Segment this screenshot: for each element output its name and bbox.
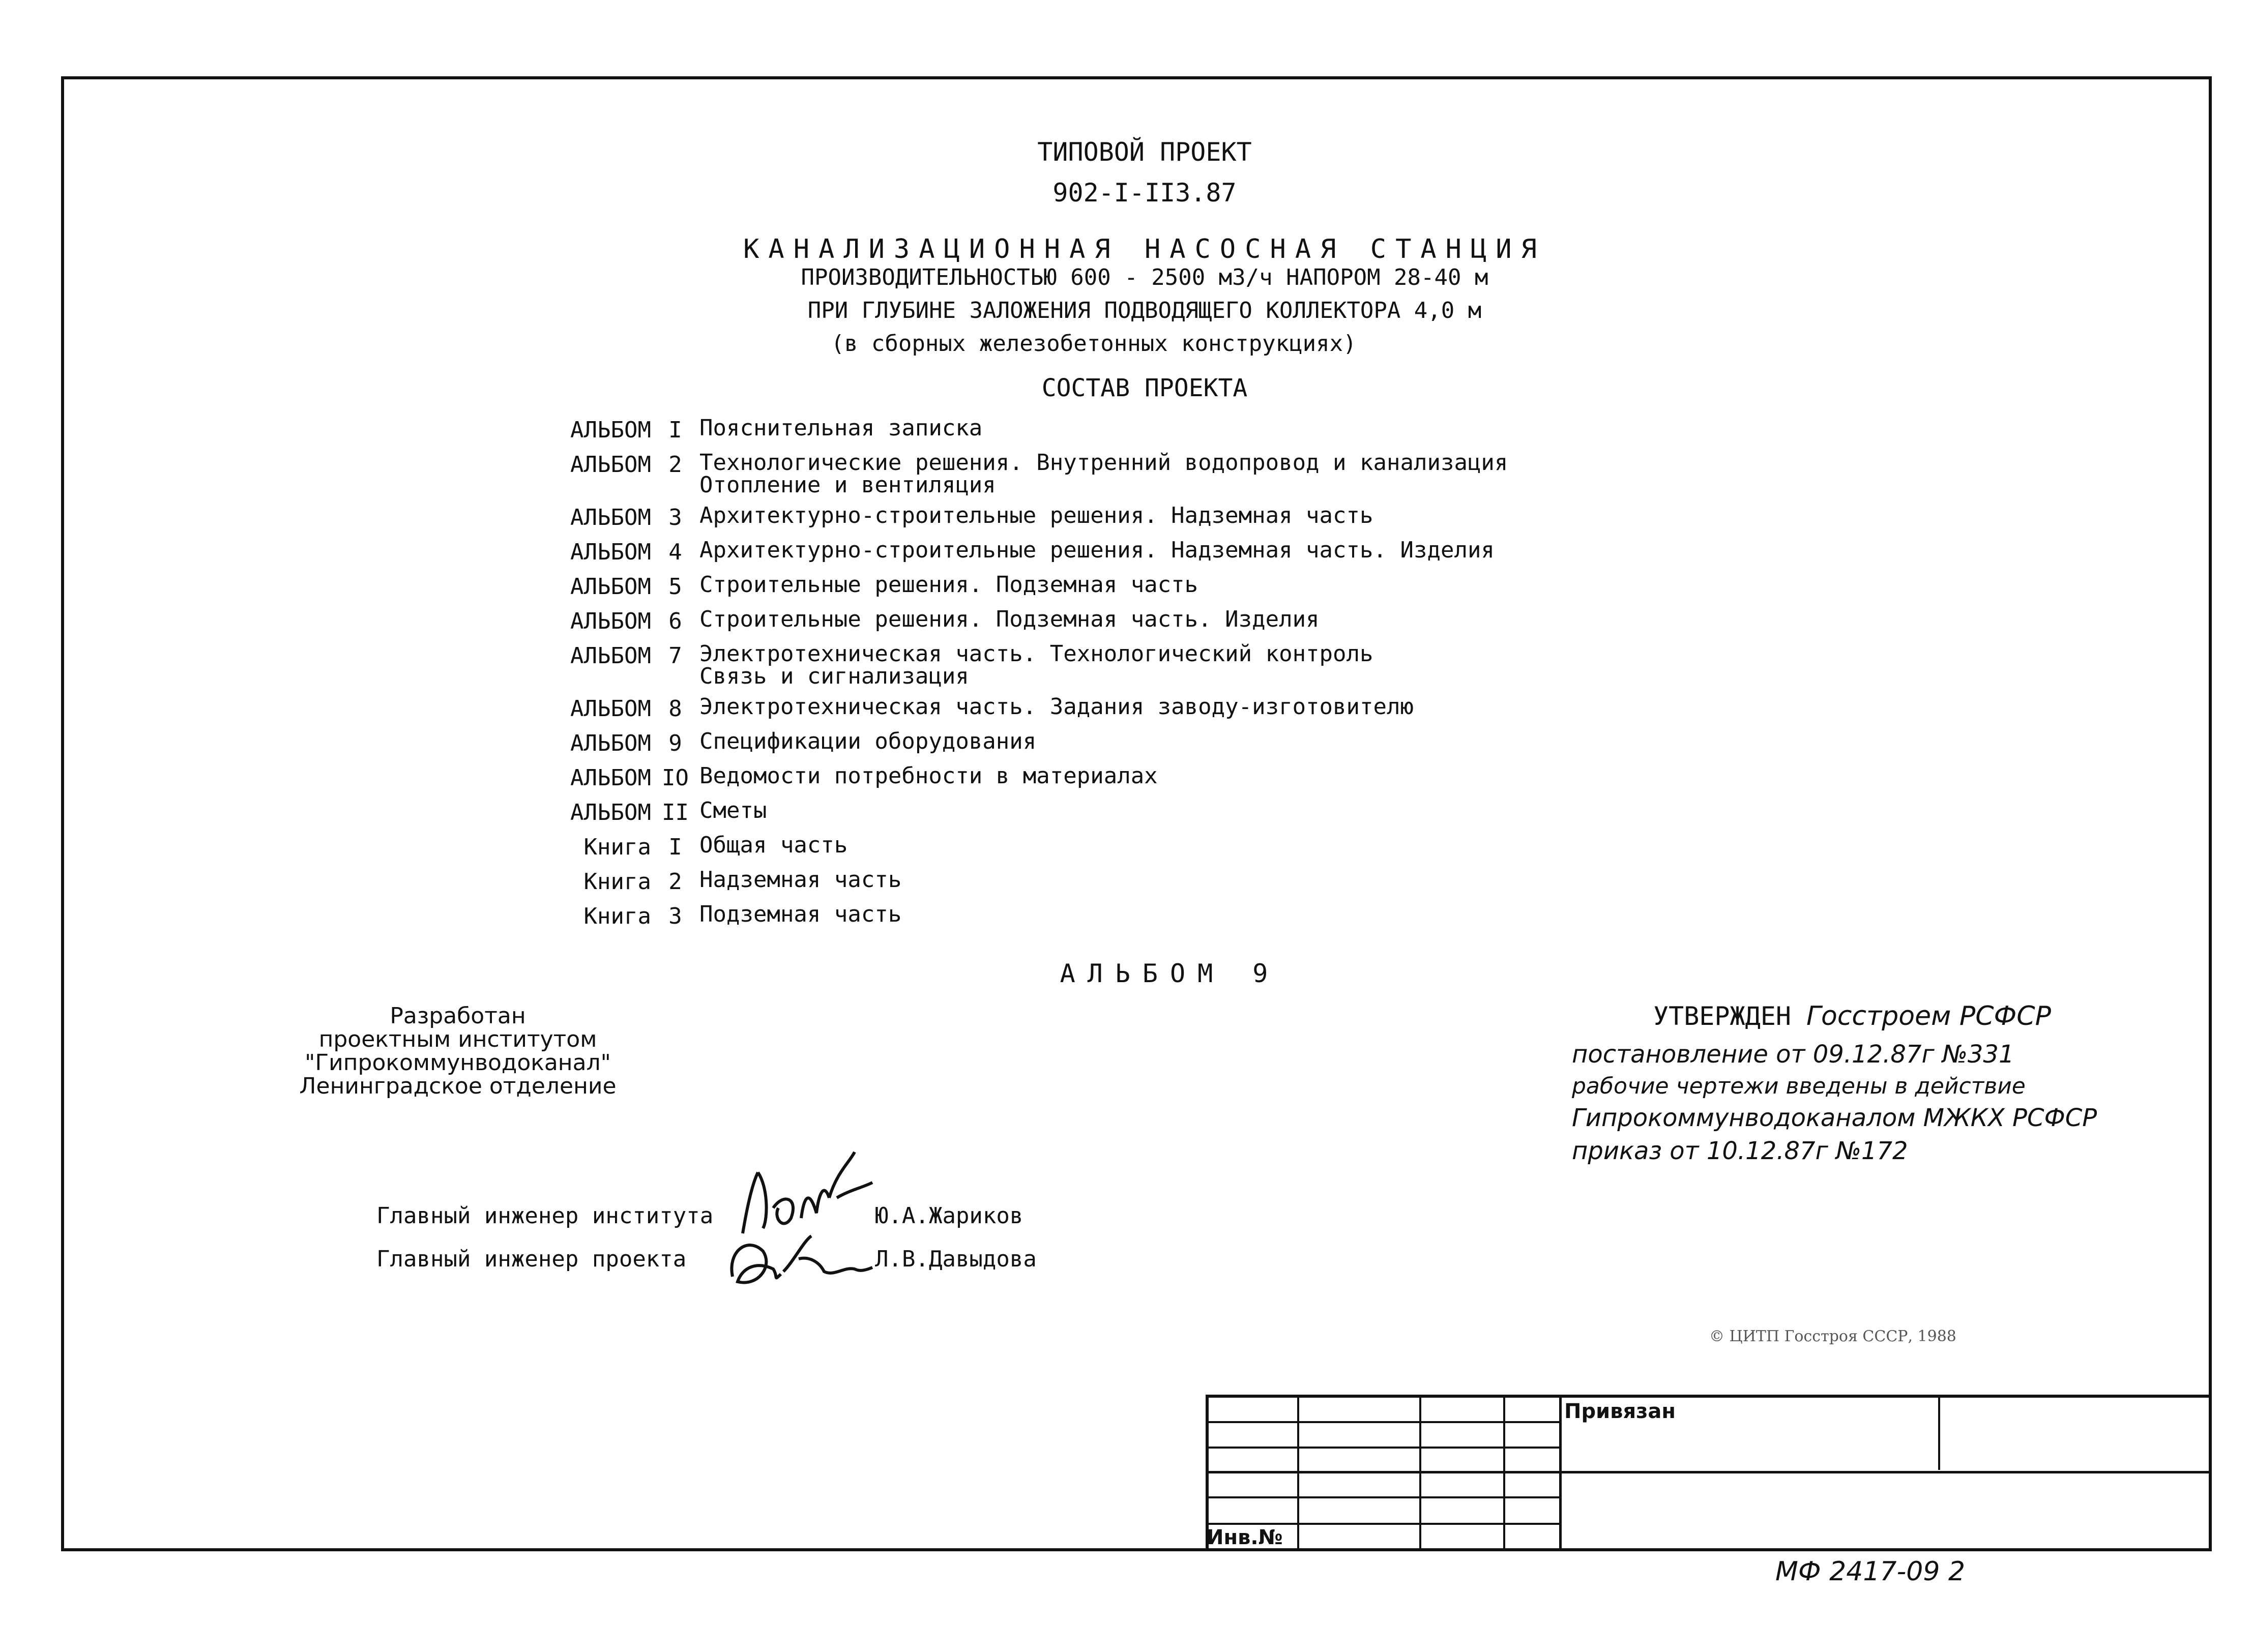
album-title: Строительные решения. Подземная часть xyxy=(699,572,1198,598)
album-title: Технологические решения. Внутренний водопровод и канализация Отопление и вентиляция xyxy=(699,450,1508,498)
album-title: Подземная часть xyxy=(699,901,902,927)
album-title: Архитектурно-строительные решения. Надземная часть xyxy=(699,503,1373,528)
album-title: Архитектурно-строительные решения. Надземная часть. Изделия xyxy=(699,537,1495,563)
list-item xyxy=(534,505,1615,531)
album-kind: АЛЬБОМ xyxy=(570,417,651,443)
album-kind: АЛЬБОМ xyxy=(570,608,651,634)
album-number: 3 xyxy=(668,903,682,929)
approval-order: приказ от 10.12.87г №172 xyxy=(1572,1137,1908,1165)
album-title: Спецификации оборудования xyxy=(699,728,1037,754)
album-number: I xyxy=(668,834,682,860)
album-kind: АЛЬБОМ xyxy=(570,643,651,669)
list-item xyxy=(534,696,1615,722)
project-depth: ПРИ ГЛУБИНЕ ЗАЛОЖЕНИЯ ПОДВОДЯЩЕГО КОЛЛЕКТОРА 4,0 м xyxy=(807,298,1482,323)
approval-heading xyxy=(1653,1001,2051,1031)
list-item xyxy=(534,765,1615,791)
list-item xyxy=(534,800,1615,826)
album-label: АЛЬБОМ 9 xyxy=(1060,959,1280,988)
album-kind: АЛЬБОМ xyxy=(570,696,651,722)
approval-resolution: постановление от 09.12.87г №331 xyxy=(1572,1040,2014,1069)
album-number: 7 xyxy=(668,643,682,669)
album-number: 2 xyxy=(668,869,682,895)
album-kind: Книга xyxy=(583,869,651,895)
album-kind: АЛЬБОМ xyxy=(570,574,651,600)
chief-project-label: Главный инженер проекта xyxy=(376,1246,687,1272)
list-item xyxy=(534,539,1615,566)
album-title: Надземная часть xyxy=(699,867,902,893)
list-item xyxy=(534,834,1615,861)
album-title: Сметы xyxy=(699,798,767,823)
list-item xyxy=(534,903,1615,930)
list-item xyxy=(534,730,1615,757)
album-title: Ведомости потребности в материалах xyxy=(699,763,1158,789)
project-capacity: ПРОИЗВОДИТЕЛЬНОСТЬЮ 600 - 2500 м3/ч НАПОРОМ 28-40 м xyxy=(801,264,1488,290)
copyright-note: © ЦИТП Госстроя СССР, 1988 xyxy=(1709,1328,1956,1345)
developer-line: "Гипрокоммунводоканал" xyxy=(305,1050,611,1076)
chief-institute-label: Главный инженер института xyxy=(376,1203,714,1229)
chief-project-name: Л.В.Давыдова xyxy=(875,1246,1037,1272)
album-title: Электротехническая часть. Технологический контроль Связь и сигнализация xyxy=(699,641,1373,689)
developer-line: проектным институтом xyxy=(318,1026,597,1052)
album-number: 8 xyxy=(668,696,682,722)
album-number: 3 xyxy=(668,505,682,530)
list-item xyxy=(534,643,1615,688)
album-title: Общая часть xyxy=(699,832,848,858)
album-kind: АЛЬБОМ xyxy=(570,800,651,825)
attached-label: Привязан xyxy=(1564,1400,1676,1423)
chief-institute-name: Ю.А.Жариков xyxy=(875,1203,1023,1229)
album-kind: АЛЬБОМ xyxy=(570,452,651,478)
developer-block xyxy=(275,1005,641,1098)
project-type-label: ТИПОВОЙ ПРОЕКТ xyxy=(1037,137,1252,167)
album-number: 4 xyxy=(668,539,682,565)
album-number: I xyxy=(668,417,682,443)
album-number: IO xyxy=(662,765,689,791)
album-title: Пояснительная записка xyxy=(699,415,983,441)
album-kind: АЛЬБОМ xyxy=(570,505,651,530)
developer-line: Ленинградское отделение xyxy=(299,1073,617,1099)
album-number: 9 xyxy=(668,730,682,756)
album-number: 6 xyxy=(668,608,682,634)
album-list xyxy=(534,417,1615,938)
composition-heading: СОСТАВ ПРОЕКТА xyxy=(1041,374,1248,402)
title-block-stamp xyxy=(1206,1395,2212,1551)
inventory-number-label: Инв.№ xyxy=(1207,1526,1283,1549)
album-title: Строительные решения. Подземная часть. Изделия xyxy=(699,606,1320,632)
list-item xyxy=(534,869,1615,895)
approved-label: УТВЕРЖДЕН xyxy=(1653,1001,1791,1031)
album-number: 5 xyxy=(668,574,682,600)
album-kind: Книга xyxy=(583,903,651,929)
album-kind: АЛЬБОМ xyxy=(570,539,651,565)
album-number: II xyxy=(662,800,689,825)
album-kind: Книга xyxy=(583,834,651,860)
developer-line: Разработан xyxy=(390,1003,526,1029)
list-item xyxy=(534,608,1615,635)
approved-by: Госстроем РСФСР xyxy=(1806,1001,2051,1031)
approval-organization: Гипрокоммунводоканалом МЖКХ РСФСР xyxy=(1572,1104,2097,1132)
album-kind: АЛЬБОМ xyxy=(570,765,651,791)
project-code: 902-I-II3.87 xyxy=(1052,178,1237,208)
album-kind: АЛЬБОМ xyxy=(570,730,651,756)
album-title: Электротехническая часть. Задания заводу-изготовителю xyxy=(699,694,1414,720)
album-number: 2 xyxy=(668,452,682,478)
list-item xyxy=(534,574,1615,600)
project-name: КАНАЛИЗАЦИОННАЯ НАСОСНАЯ СТАНЦИЯ xyxy=(743,234,1546,264)
signature-chief-project xyxy=(722,1221,875,1297)
approval-note: рабочие чертежи введены в действие xyxy=(1572,1073,2026,1099)
sheet-code: МФ 2417-09 2 xyxy=(1775,1556,1966,1587)
project-construction: (в сборных железобетонных конструкциях) xyxy=(831,331,1357,357)
list-item xyxy=(534,417,1615,444)
list-item xyxy=(534,452,1615,496)
